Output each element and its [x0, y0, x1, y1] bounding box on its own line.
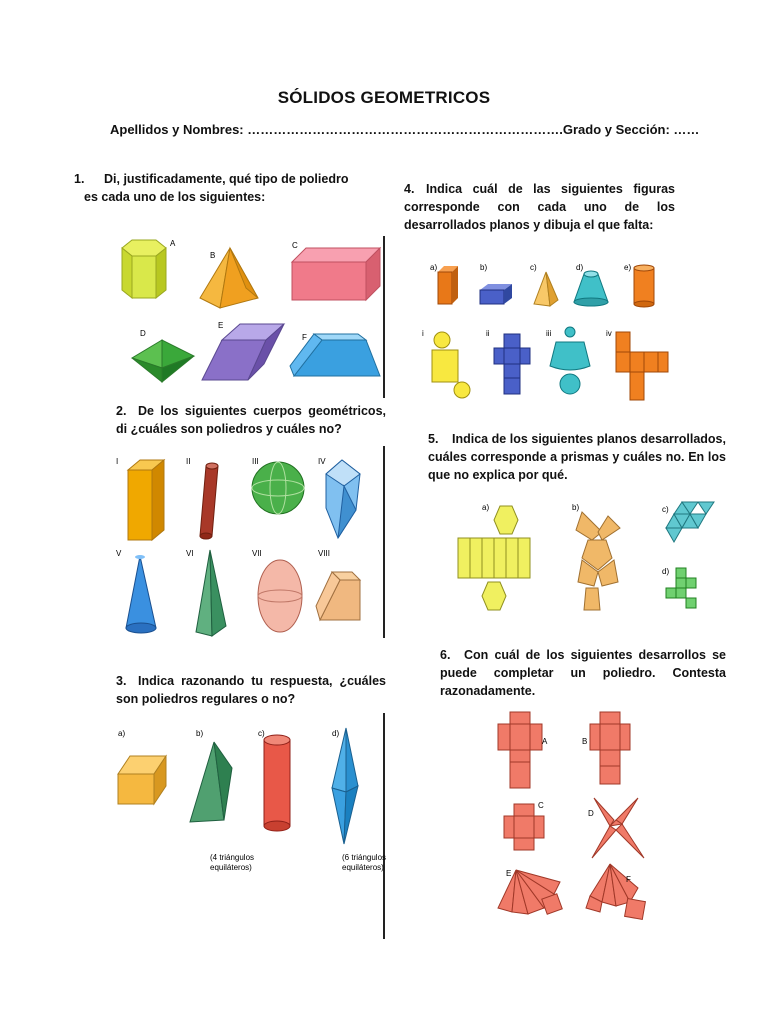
divider-line: [383, 446, 385, 638]
label: a): [118, 729, 126, 738]
q4-nets-figure: [420, 262, 680, 406]
student-name-line: Apellidos y Nombres: ……………………………………………………………….Grado y Sección: ……: [110, 122, 700, 137]
question-text: Indica cuál de las siguientes figuras corresponde con cada uno de los desarrollados planos y dibuja el que falta:: [404, 182, 675, 232]
cone-net: [550, 327, 590, 394]
label: d): [576, 263, 584, 272]
label: c): [258, 729, 265, 738]
label: iii: [546, 329, 552, 338]
label: c): [662, 505, 669, 514]
label: D: [140, 329, 146, 338]
cube-net: [666, 568, 696, 608]
cone: [126, 555, 156, 633]
question-text: Indica razonando tu respuesta, ¿cuáles son poliedros regulares o no?: [116, 674, 386, 706]
square-pyramid: [200, 248, 258, 308]
label: D: [588, 809, 594, 818]
square-prism: [128, 460, 164, 540]
label: I: [116, 457, 119, 466]
question-text: Con cuál de los siguientes desarrollos se puede completar un poliedro. Contesta razonadamente.: [440, 648, 726, 698]
rectangular-prism: [438, 266, 458, 304]
label: ii: [486, 329, 490, 338]
box-net: [616, 332, 668, 400]
q6-nets-figure: [490, 712, 660, 924]
label: i: [422, 329, 424, 338]
label: A: [170, 239, 176, 248]
label: F: [626, 875, 631, 884]
label: a): [482, 503, 490, 512]
frustum: [316, 572, 360, 620]
q2-solids-figure: [112, 456, 374, 642]
flat-prism: [480, 284, 512, 304]
cube: [118, 756, 166, 804]
question-text: Di, justificadamente, qué tipo de poliedro: [104, 172, 349, 186]
triangle-strip-net: [666, 502, 714, 542]
label: B: [210, 251, 216, 260]
label: C: [538, 801, 544, 810]
crystal-polyhedron: [326, 460, 360, 538]
label: a): [430, 263, 438, 272]
question-number: 4.: [404, 182, 415, 196]
label: iv: [606, 329, 612, 338]
q5-nets-figure: [452, 502, 712, 622]
label: A: [542, 737, 548, 746]
hexagonal-prism: [122, 240, 166, 298]
question-3: [116, 672, 386, 708]
divider-line: [383, 713, 385, 939]
question-number: 1.: [74, 172, 85, 186]
q1-solids-figure: [118, 236, 380, 386]
caption: (6 triángulos equiláteros): [342, 853, 387, 872]
label: F: [302, 333, 307, 342]
octahedron: [332, 728, 358, 844]
sphere: [252, 462, 304, 514]
label: b): [480, 263, 488, 272]
rhombohedron: [202, 324, 284, 380]
label: VII: [252, 549, 262, 558]
page-title: SÓLIDOS GEOMETRICOS: [277, 88, 491, 107]
label: V: [116, 549, 122, 558]
hexagonal-prism-net: [458, 506, 530, 610]
question-number: 6.: [440, 648, 451, 662]
label: d): [332, 729, 340, 738]
net-f: [586, 864, 645, 919]
net-c: [504, 804, 544, 850]
label: II: [186, 457, 191, 466]
label: e): [624, 263, 632, 272]
truncated-cone: [574, 271, 608, 306]
label: III: [252, 457, 259, 466]
triangular-bipyramid: [132, 340, 194, 382]
question-6: [440, 646, 726, 700]
label: c): [530, 263, 537, 272]
label: d): [662, 567, 670, 576]
cylinder-net: [432, 332, 470, 398]
question-5: [428, 430, 726, 484]
pentagonal-net: [576, 512, 620, 610]
pyramid: [534, 272, 558, 306]
question-number: 3.: [116, 674, 127, 688]
question-4: [404, 180, 675, 234]
label: b): [572, 503, 580, 512]
net-a: [498, 712, 542, 788]
question-text: Indica de los siguientes planos desarrollados, cuáles corresponde a prismas y cuáles no. En los que no explica por qué.: [428, 432, 726, 482]
question-number: 5.: [428, 432, 439, 446]
tetrahedron: [190, 742, 232, 822]
label: E: [218, 321, 224, 330]
caption: (4 triángulos equiláteros): [210, 853, 255, 872]
label: C: [292, 241, 298, 250]
cylinder: [200, 463, 218, 539]
q3-solids-figure: [114, 726, 387, 886]
net-b: [590, 712, 630, 784]
label: VIII: [318, 549, 331, 558]
question-1: [74, 170, 374, 206]
label: VI: [186, 549, 194, 558]
question-text: es cada uno de los siguientes:: [84, 190, 266, 204]
label: E: [506, 869, 512, 878]
prism-net: [494, 334, 530, 394]
net-d: [592, 798, 644, 858]
label: IV: [318, 457, 326, 466]
question-2: [116, 402, 386, 438]
question-number: 2.: [116, 404, 127, 418]
question-text: De los siguientes cuerpos geométricos, di ¿cuáles son poliedros y cuáles no?: [116, 404, 386, 436]
cylinder: [264, 735, 290, 831]
tall-pyramid: [196, 550, 226, 636]
rectangular-prism: [292, 248, 380, 300]
label: b): [196, 729, 204, 738]
label: B: [582, 737, 588, 746]
cylinder: [634, 265, 654, 307]
divider-line: [383, 236, 385, 398]
ellipsoid: [258, 560, 302, 632]
